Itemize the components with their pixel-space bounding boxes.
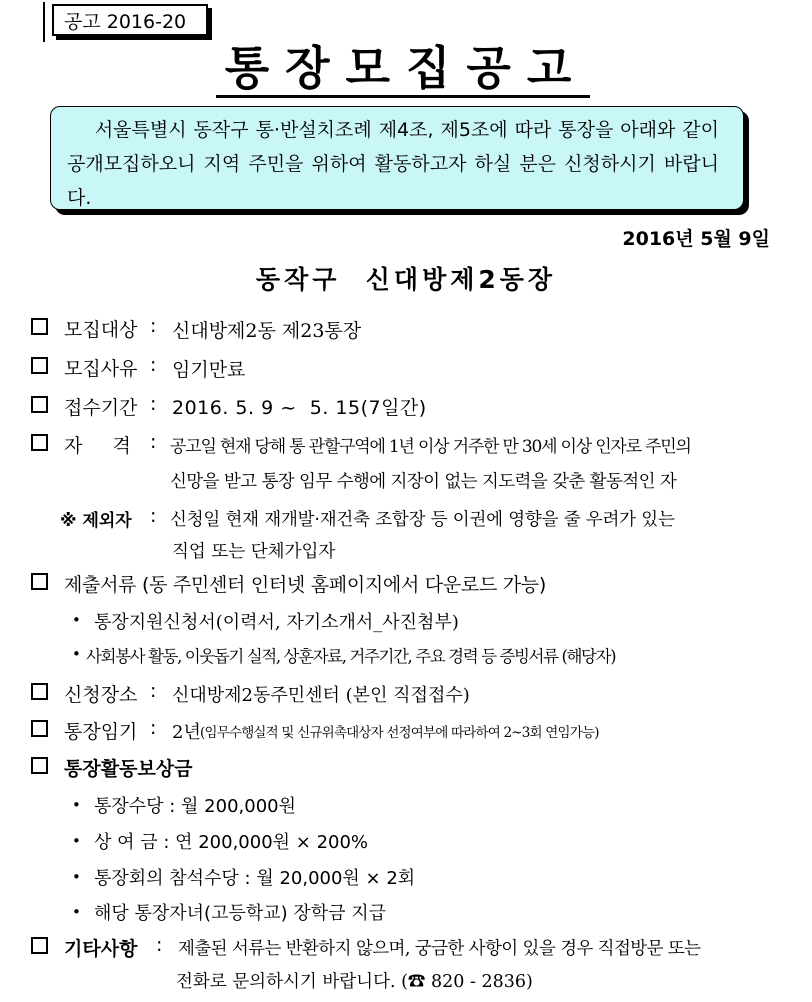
other-line2: 전화로 문의하시기 바랍니다. (☎ 820 - 2836) — [176, 972, 533, 992]
exclusion-label: ※ 제외자 — [60, 511, 132, 531]
documents-label: 제출서류 (동 주민센터 인터넷 홈페이지에서 다운로드 가능) — [64, 574, 546, 596]
term-note: (임무수행실적 및 신규위촉대상자 선정여부에 따라하여 2~3회 연임가능) — [200, 725, 599, 741]
documents-item-2: 사회봉사 활동, 이웃돕기 실적, 상훈자료, 거주기간, 주요 경력 등 증빙서류 (해당자) — [86, 647, 616, 666]
notice-number: 공고 2016-20 — [52, 4, 208, 36]
checkbox-reason — [31, 357, 48, 374]
target-label: 모집대상 — [64, 319, 138, 341]
place-label: 신청장소 — [64, 684, 138, 706]
bullet-icon: • — [72, 796, 81, 814]
checkbox-term — [31, 720, 48, 737]
checkbox-documents — [31, 573, 48, 590]
compensation-label: 통장활동보상금 — [64, 758, 193, 780]
intro-box — [50, 106, 744, 210]
other-label: 기타사항 — [64, 938, 138, 960]
checkbox-target — [31, 318, 48, 335]
notice-date: 2016년 5월 9일 — [622, 228, 770, 250]
colon: : — [150, 393, 157, 415]
bullet-icon: • — [72, 903, 81, 921]
documents-item-1: 통장지원신청서(이력서, 자기소개서_사진첨부) — [94, 612, 459, 633]
period-label: 접수기간 — [64, 397, 138, 419]
bullet-icon: • — [72, 645, 81, 663]
colon: : — [156, 934, 163, 956]
issuer: 동작구 신대방제2동장 — [255, 265, 557, 294]
colon: : — [150, 354, 157, 376]
bullet-icon: • — [72, 832, 81, 850]
margin-rule — [43, 2, 45, 42]
other-line1: 제출된 서류는 반환하지 않으며, 궁금한 사항이 있을 경우 직접방문 또는 — [178, 939, 701, 959]
colon: : — [150, 431, 157, 453]
compensation-item-1: 통장수당 : 월 200,000원 — [94, 796, 296, 817]
checkbox-place — [31, 683, 48, 700]
qualification-line2: 신망을 받고 통장 임무 수행에 지장이 없는 지도력을 갖춘 활동적인 자 — [170, 472, 677, 492]
reason-label: 모집사유 — [64, 358, 138, 380]
colon: : — [150, 315, 157, 337]
checkbox-qualification — [31, 434, 48, 451]
checkbox-compensation — [31, 757, 48, 774]
colon: : — [150, 680, 157, 702]
period-value: 2016. 5. 9 ~ 5. 15(7일간) — [172, 397, 427, 419]
colon: : — [150, 505, 157, 527]
compensation-item-4: 해당 통장자녀(고등학교) 장학금 지급 — [94, 903, 387, 924]
term-label: 통장임기 — [64, 721, 138, 743]
exclusion-line1: 신청일 현재 재개발·재건축 조합장 등 이권에 영향을 줄 우려가 있는 — [170, 510, 675, 530]
target-value: 신대방제2동 제23통장 — [172, 320, 362, 342]
colon: : — [150, 717, 157, 739]
exclusion-line2: 직업 또는 단체가입자 — [172, 542, 336, 562]
bullet-icon: • — [72, 611, 81, 629]
reason-value: 임기만료 — [172, 359, 246, 381]
term-value: 2년 — [172, 722, 201, 743]
title-underline — [216, 95, 590, 98]
page-title: 통장모집공고 — [224, 41, 588, 95]
compensation-item-3: 통장회의 참석수당 : 월 20,000원 × 2회 — [94, 868, 416, 889]
checkbox-period — [31, 396, 48, 413]
qualification-label: 자 격 — [64, 435, 131, 457]
qualification-line1: 공고일 현재 당해 통 관할구역에 1년 이상 거주한 만 30세 이상 인자로 주민의 — [170, 437, 691, 457]
checkbox-other — [31, 937, 48, 954]
place-value: 신대방제2동주민센터 (본인 직접접수) — [172, 685, 470, 706]
bullet-icon: • — [72, 868, 81, 886]
intro-text: 서울특별시 동작구 통·반설치조례 제4조, 제5조에 따라 통장을 아래와 같이 공개모집하오니 지역 주민을 위하여 활동하고자 하실 분은 신청하시기 바랍니다. — [67, 119, 719, 209]
compensation-item-2: 상 여 금 : 연 200,000원 × 200% — [94, 832, 369, 853]
